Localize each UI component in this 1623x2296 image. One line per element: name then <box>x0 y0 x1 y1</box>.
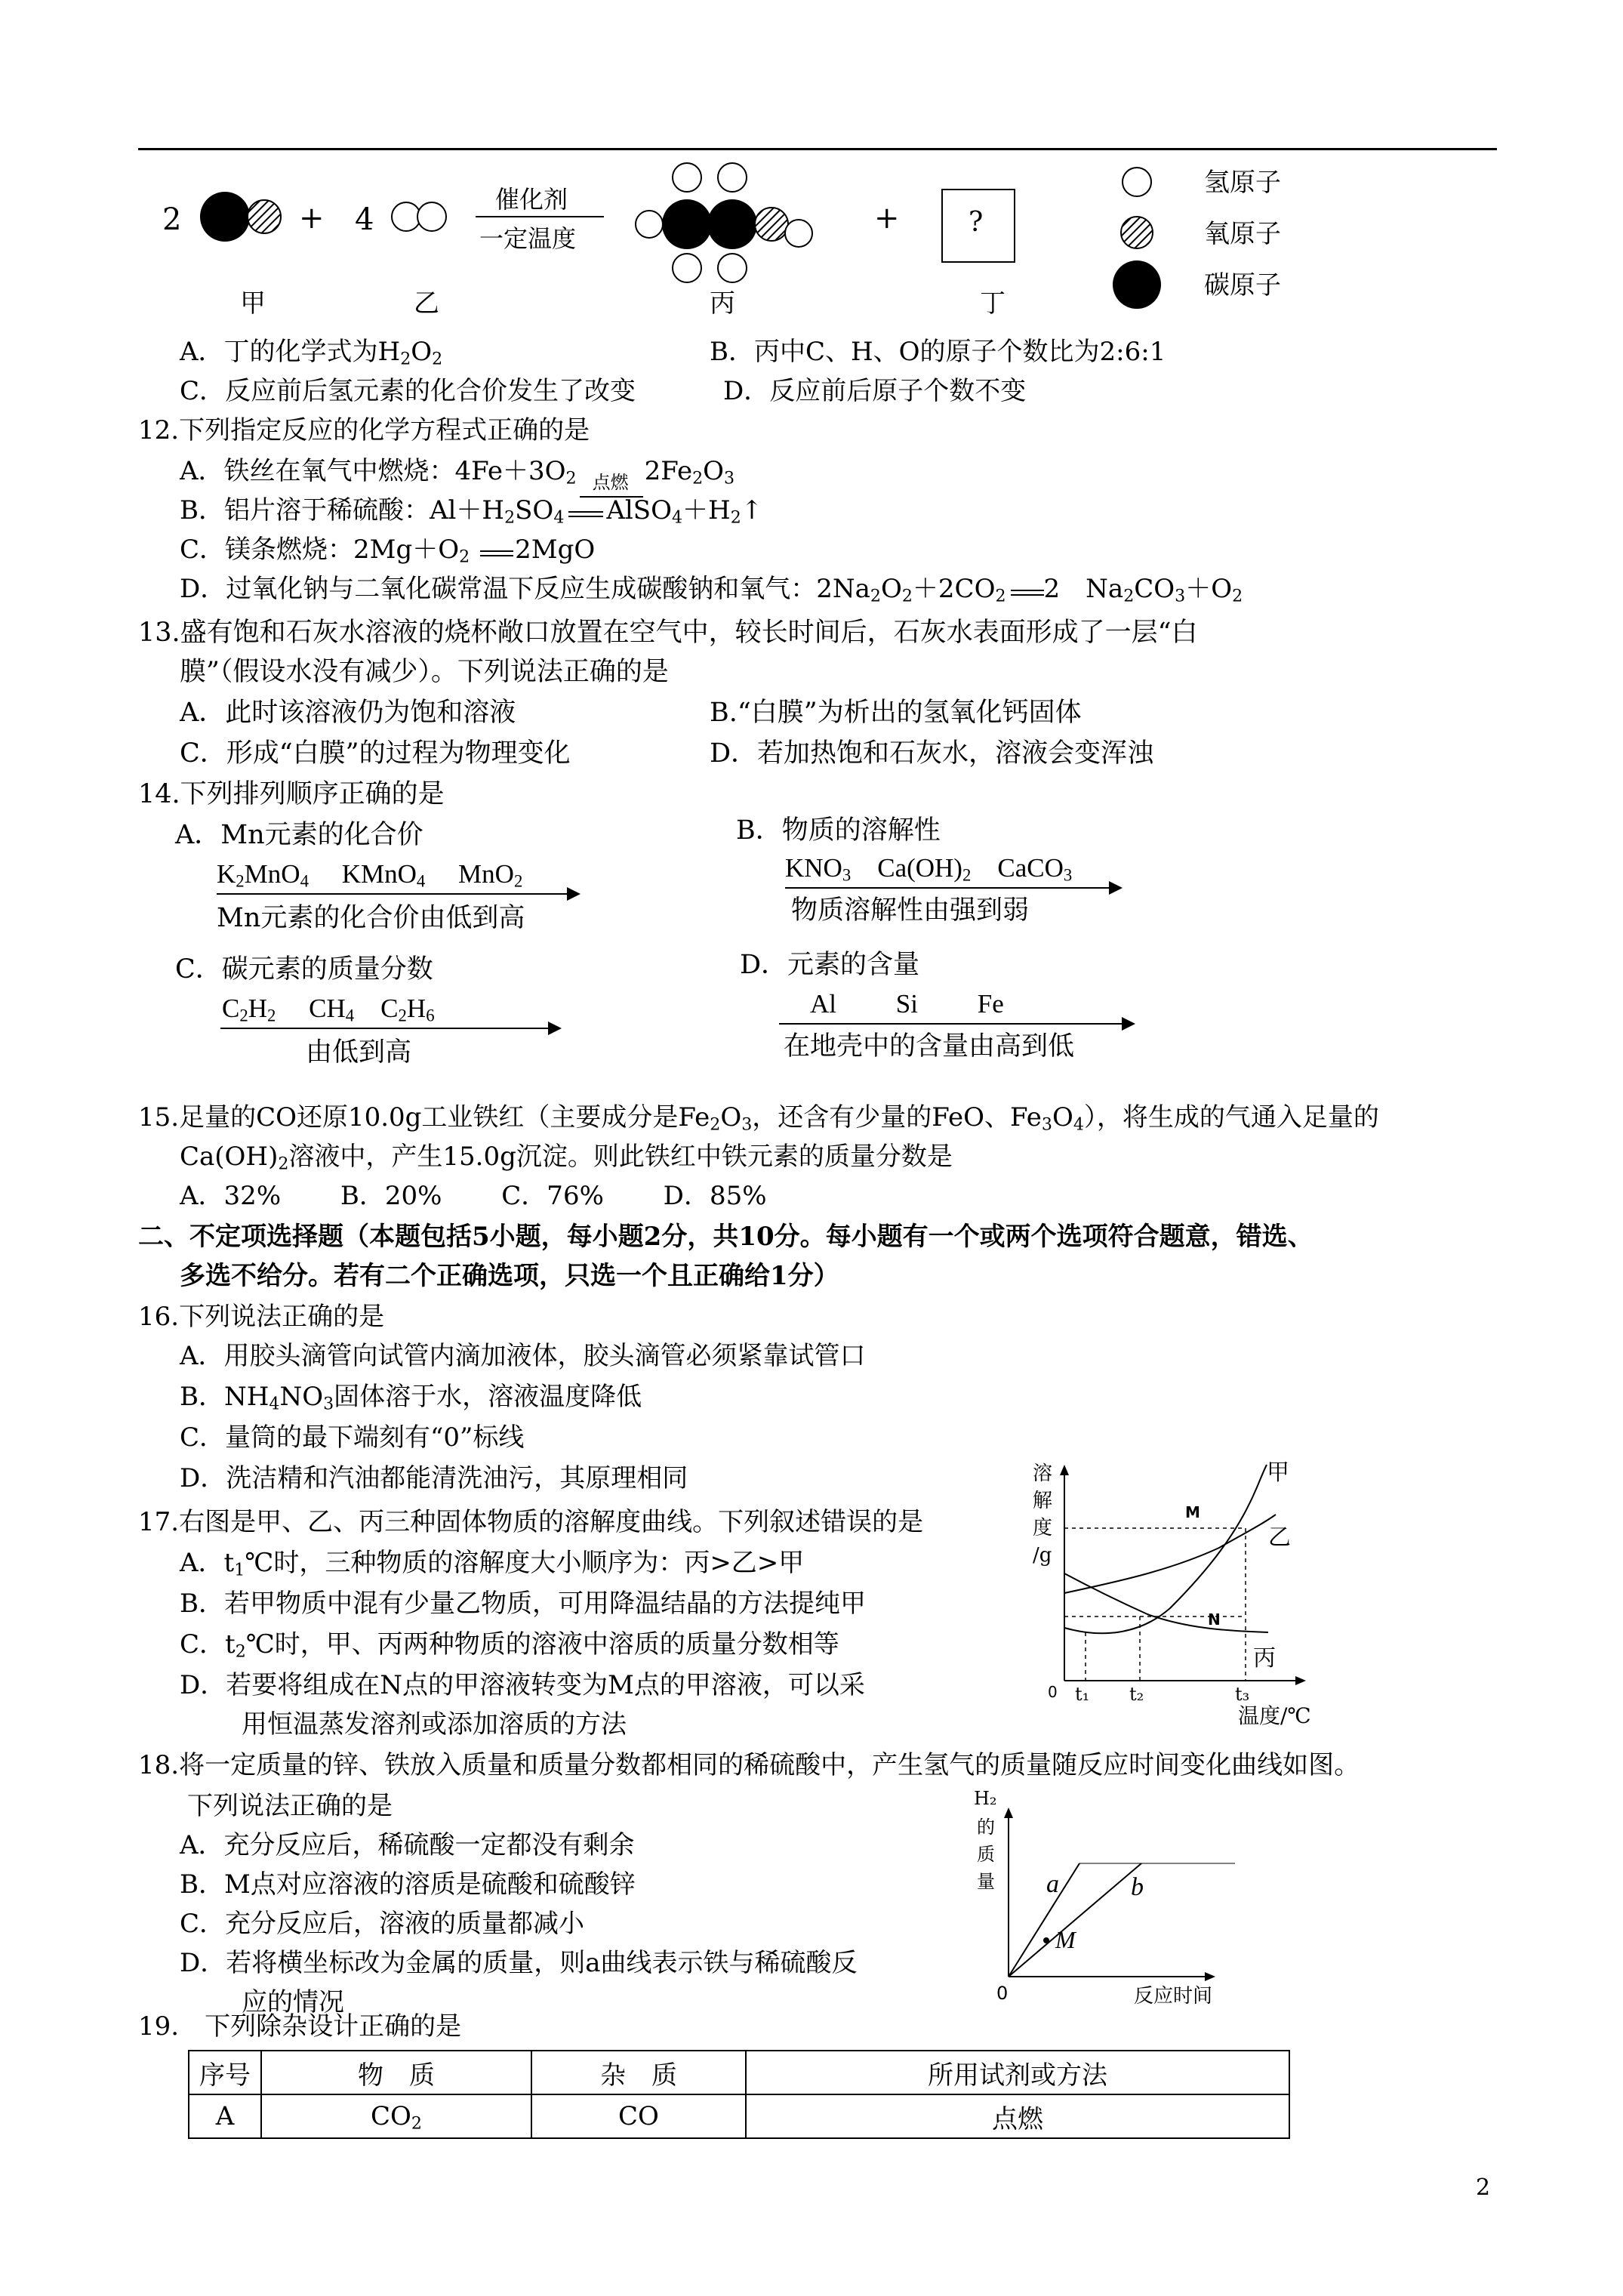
q16-option-d: D．洗洁精和汽油都能清洗油污，其原理相同 <box>180 1463 688 1493</box>
y-label-1: 溶 <box>1033 1462 1053 1485</box>
y-label-1: H₂ <box>974 1788 997 1809</box>
q18-option-b: B．M点对应溶液的溶质是硫酸和硫酸锌 <box>180 1869 636 1900</box>
q12-option-c: C．镁条燃烧：$2Mg+O_2$ 2MgO <box>180 535 596 567</box>
curve-b <box>1009 1863 1141 1977</box>
point-m-dot <box>1043 1937 1049 1943</box>
q14-stem: 14.下列排列顺序正确的是 <box>138 779 445 809</box>
q14-d-arrow <box>779 1023 1134 1025</box>
section-2-line2: 多选不给分。若有二个正确选项，只选一个且正确给1分） <box>180 1261 839 1291</box>
plus-2: + <box>874 201 900 236</box>
q18-line2: 下列说法正确的是 <box>187 1791 393 1821</box>
section-2-line1: 二、不定项选择题（本题包括5小题，每小题2分，共10分。每小题有一个或两个选项符合题意，错选、 <box>138 1222 1313 1252</box>
y-label-4: 量 <box>977 1871 995 1892</box>
q14-d-title: D．元素的含量 <box>740 950 920 980</box>
q16-stem: 16.下列说法正确的是 <box>138 1302 385 1332</box>
x-axis-label: 温度/℃ <box>1238 1703 1311 1728</box>
q13-option-b: B.“白膜”为析出的氢氧化钙固体 <box>710 698 1082 728</box>
header-method: 所用试剂或方法 <box>746 2051 1289 2094</box>
tick-t2: t₂ <box>1129 1684 1144 1705</box>
curve-b-label: b <box>1131 1873 1144 1901</box>
q18-line1: 18.将一定质量的锌、铁放入质量和质量分数都相同的稀硫酸中，产生氢气的质量随反应时间变化曲线如图。 <box>138 1750 1360 1780</box>
q17-option-c: C．$t_2℃$时，甲、丙两种物质的溶液中溶质的质量分数相等 <box>180 1629 839 1662</box>
legend-h-icon <box>1123 168 1151 196</box>
catalyst-label: 催化剂 <box>495 185 568 214</box>
origin-label: 0 <box>1048 1683 1058 1701</box>
plus-1: + <box>299 201 325 236</box>
page-number: 2 <box>1476 2174 1491 2201</box>
q15-line2: $Ca(OH)_2$溶液中，产生15.0g沉淀。则此铁红中铁元素的质量分数是 <box>180 1142 953 1174</box>
q16-option-c: C．量筒的最下端刻有“0”标线 <box>180 1422 525 1453</box>
cell-impurity: CO <box>531 2094 746 2138</box>
label-jia: 甲 <box>240 288 266 319</box>
q18-option-c: C．充分反应后，溶液的质量都减小 <box>180 1909 585 1939</box>
cell-id: A <box>189 2094 261 2138</box>
q17-option-d-line2: 用恒温蒸发溶剂或添加溶质的方法 <box>242 1709 627 1740</box>
q13-option-c: C．形成“白膜”的过程为物理变化 <box>180 738 571 769</box>
q17-option-a: A．$t_1℃$时，三种物质的溶解度大小顺序为：丙>乙>甲 <box>180 1548 805 1580</box>
q14-a-title: A．Mn元素的化合价 <box>175 820 423 850</box>
legend-o-icon <box>1121 217 1153 248</box>
unknown-mark: ? <box>969 207 984 238</box>
header-impurity: 杂 质 <box>531 2051 746 2094</box>
q19-table <box>188 2050 1290 2139</box>
label-ding: 丁 <box>980 288 1006 319</box>
curve-a <box>1009 1863 1079 1977</box>
q14-a-arrow <box>217 893 579 895</box>
q18-option-a: A．充分反应后，稀硫酸一定都没有剩余 <box>180 1830 635 1860</box>
series-jia: 甲 <box>1267 1459 1289 1486</box>
header-id: 序号 <box>189 2051 261 2094</box>
legend-h-label: 氢原子 <box>1204 168 1281 198</box>
q12-option-b: B．铝片溶于稀硫酸：$Al+H_2SO_4$ $AlSO_4+H_2↑$ <box>180 495 763 528</box>
molecule-jia <box>200 192 281 242</box>
y-label-2: 的 <box>977 1817 995 1838</box>
hydrogen-chart <box>966 1774 1268 2016</box>
q16-option-b: B．$NH_4NO_3$固体溶于水，溶液温度降低 <box>180 1382 642 1414</box>
q19-stem: 19. 下列除杂设计正确的是 <box>138 2011 462 2042</box>
label-bing: 丙 <box>710 288 735 319</box>
x-axis-label: 反应时间 <box>1134 1985 1213 2008</box>
condition-label: 一定温度 <box>479 224 577 253</box>
table-header-row <box>189 2051 1289 2094</box>
q15-line1: 15.足量的CO还原10.0g工业铁红（主要成分是$Fe_2O_3$，还含有少量的FeO、$Fe_3O_4$），将生成的气通入足量的 <box>138 1102 1379 1135</box>
point-m-label: M <box>1055 1926 1076 1953</box>
q17-option-b: B．若甲物质中混有少量乙物质，可用降温结晶的方法提纯甲 <box>180 1589 866 1619</box>
q14-d-elements: Al Si Fe <box>810 989 1004 1019</box>
point-n: N <box>1208 1610 1221 1629</box>
table-row <box>189 2094 1289 2138</box>
q13-stem-line1: 13.盛有饱和石灰水溶液的烧杯敞口放置在空气中，较长时间后，石灰水表面形成了一层“白 <box>138 618 1198 648</box>
y-label-3: 质 <box>977 1844 995 1865</box>
header-substance: 物 质 <box>261 2051 531 2094</box>
curve-a-label: a <box>1046 1870 1059 1898</box>
q14-c-title: C．碳元素的质量分数 <box>175 954 433 985</box>
cell-method: 点燃 <box>746 2094 1289 2138</box>
q14-b-arrow <box>785 887 1121 889</box>
q13-stem-line2: 膜”（假设水没有减少）。下列说法正确的是 <box>180 657 669 687</box>
curve-jia <box>1064 1465 1267 1633</box>
point-m: M <box>1185 1503 1200 1521</box>
tick-t3: t₃ <box>1235 1684 1250 1705</box>
legend-c-label: 碳原子 <box>1204 270 1281 300</box>
q14-b-title: B．物质的溶解性 <box>736 815 941 846</box>
q13-option-a: A．此时该溶液仍为饱和溶液 <box>180 698 516 728</box>
curve-yi <box>1064 1515 1276 1593</box>
series-yi: 乙 <box>1268 1524 1291 1551</box>
q12-stem: 12.下列指定反应的化学方程式正确的是 <box>138 415 590 445</box>
q11-option-a: A．丁的化学式为$H_2O_2$ <box>180 337 443 369</box>
origin-label: 0 <box>996 1983 1009 2004</box>
q11-option-c: C．反应前后氢元素的化合价发生了改变 <box>180 376 636 406</box>
q14-a-formulas: $K_2MnO_4$ KMnO$_4$ MnO$_2$ <box>217 859 523 891</box>
header-rule <box>138 148 1497 150</box>
reaction-diagram <box>151 155 1344 336</box>
q14-c-arrow <box>220 1028 560 1029</box>
q14-c-note: 由低到高 <box>306 1037 412 1068</box>
legend-c-icon <box>1113 260 1161 309</box>
q13-option-d: D．若加热饱和石灰水，溶液会变浑浊 <box>710 738 1154 769</box>
q14-a-note: Mn元素的化合价由低到高 <box>217 903 525 933</box>
legend-o-label: 氧原子 <box>1204 219 1281 249</box>
q16-option-a: A．用胶头滴管向试管内滴加液体，胶头滴管必须紧靠试管口 <box>180 1341 866 1371</box>
coef-1: 2 <box>162 202 182 237</box>
q15-options: A．32% B．20% C．76% D．85% <box>180 1181 767 1211</box>
curve-bing <box>1064 1573 1268 1632</box>
label-yi: 乙 <box>414 288 439 319</box>
q12-option-d: D．过氧化钠与二氧化碳常温下反应生成碳酸钠和氧气：$2Na_2O_2+2CO_2$ 2 $Na_2CO_3+O_2$ <box>180 574 1243 606</box>
q12-option-a: A．铁丝在氧气中燃烧：$4Fe+3O_2$ 点燃 $2Fe_2O_3$ <box>180 456 735 486</box>
molecule-bing <box>636 163 812 282</box>
q17-stem: 17.右图是甲、乙、丙三种固体物质的溶解度曲线。下列叙述错误的是 <box>138 1507 924 1537</box>
q17-option-d-line1: D．若要将组成在N点的甲溶液转变为M点的甲溶液，可以采 <box>180 1670 865 1700</box>
y-label-2: 解 <box>1033 1490 1053 1512</box>
q11-option-d: D．反应前后原子个数不变 <box>723 376 1027 406</box>
q18-option-d-line2: 应的情况 <box>242 1987 344 2017</box>
q14-d-note: 在地壳中的含量由高到低 <box>784 1031 1075 1062</box>
cell-substance: $CO_2$ <box>261 2094 531 2138</box>
solubility-chart <box>1027 1457 1329 1729</box>
q14-c-formulas: $C_2H_2$ $CH_4$ $C_2H_6$ <box>222 994 435 1025</box>
y-label-3: 度 <box>1033 1517 1053 1539</box>
tick-t1: t₁ <box>1075 1684 1090 1705</box>
molecule-yi <box>392 202 446 231</box>
series-bing: 丙 <box>1253 1645 1276 1672</box>
q14-b-note: 物质溶解性由强到弱 <box>791 895 1030 926</box>
q18-option-d-line1: D．若将横坐标改为金属的质量，则a曲线表示铁与稀硫酸反 <box>180 1948 858 1978</box>
q11-option-b: B．丙中C、H、O的原子个数比为2:6:1 <box>710 337 1166 367</box>
q14-b-formulas: $KNO_3$ $Ca(OH)_2$ CaCO$_3$ <box>785 853 1073 885</box>
coef-2: 4 <box>355 202 374 237</box>
y-label-4: /g <box>1033 1544 1052 1567</box>
